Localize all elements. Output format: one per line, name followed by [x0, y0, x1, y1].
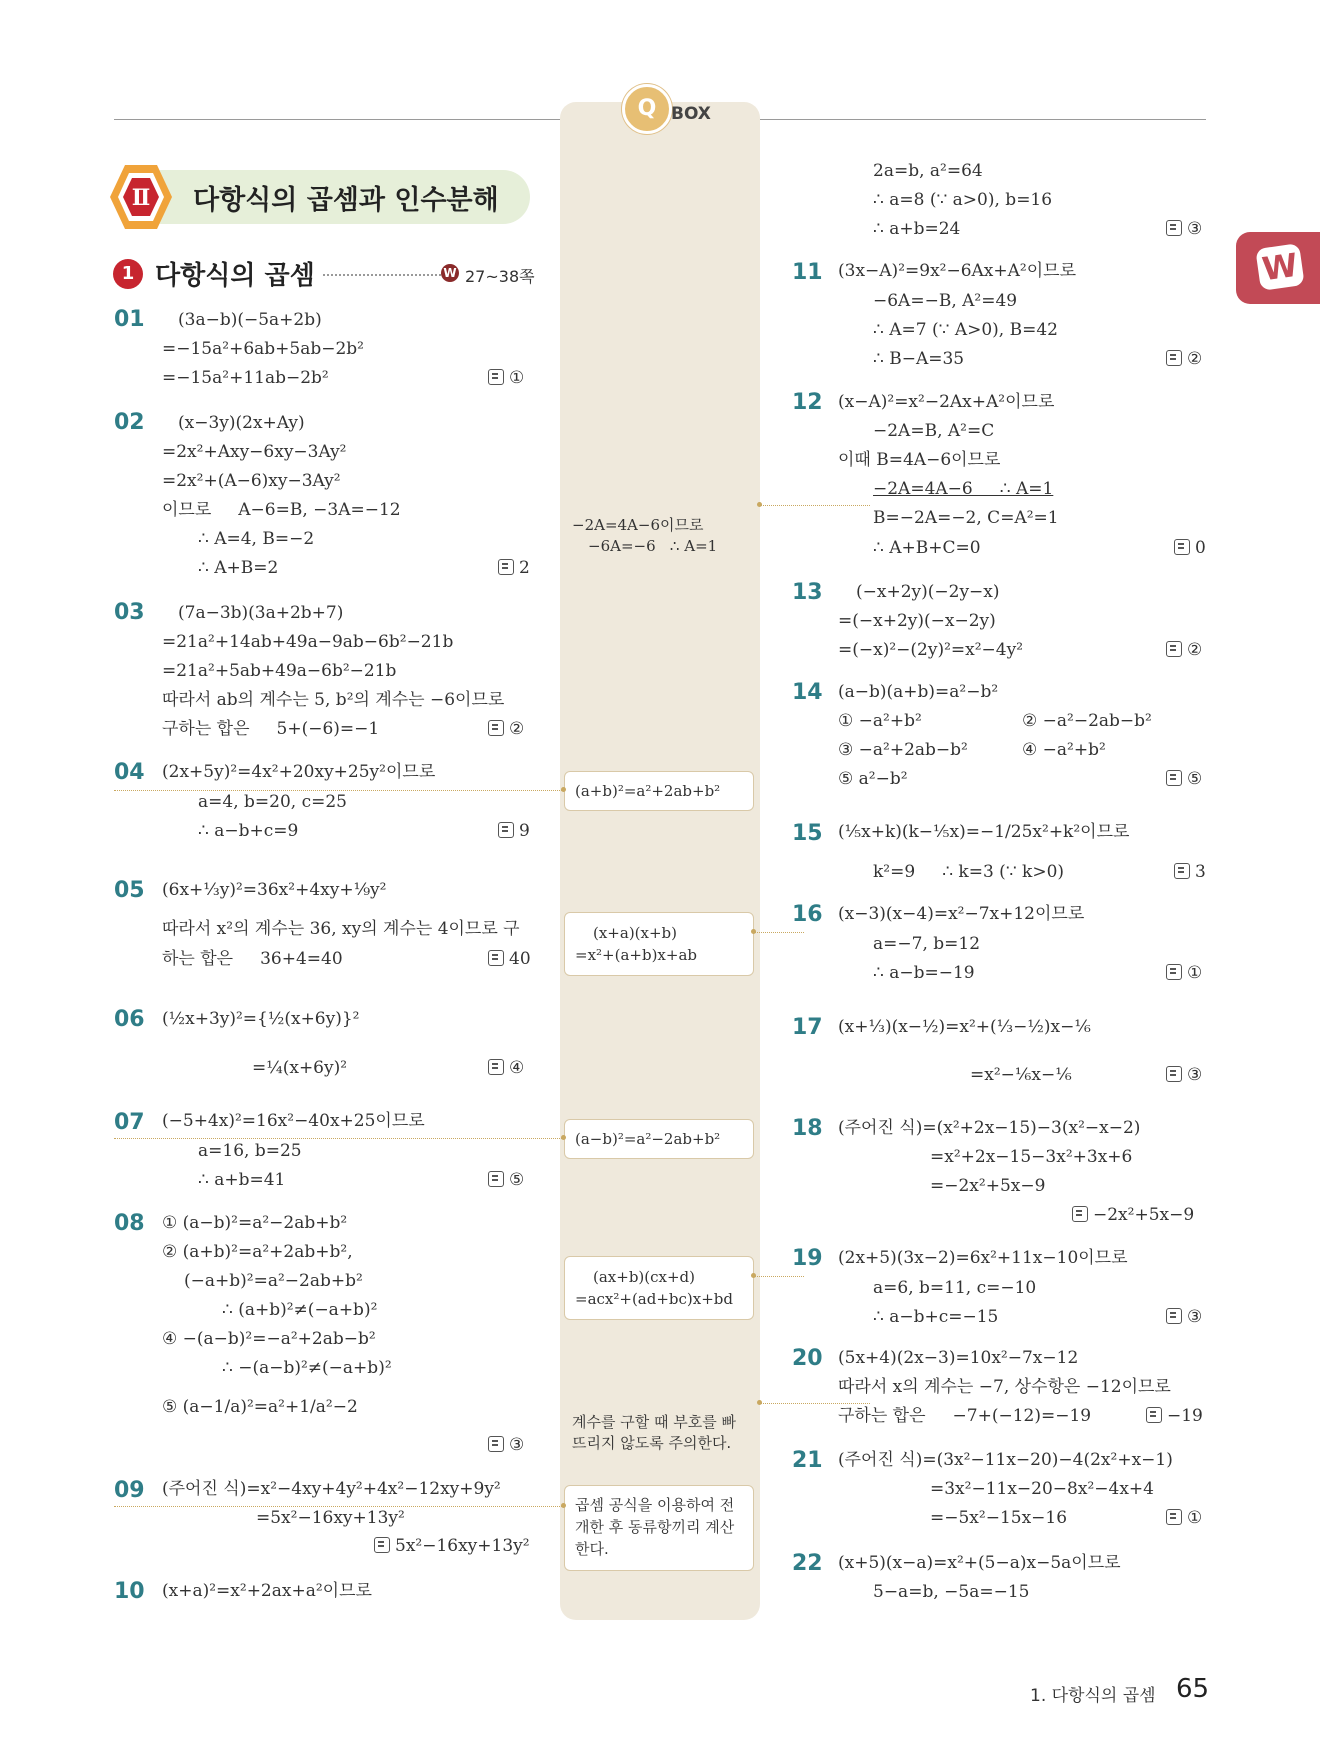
- solution-line: ∴ a=8 (∵ a>0), b=16: [873, 190, 1053, 210]
- answer-value: ⑤: [1187, 769, 1203, 789]
- problem-number: 20: [792, 1346, 823, 1371]
- connector-line: [760, 505, 870, 506]
- solution-line: (6x+⅓y)²=36x²+4xy+⅑y²: [162, 880, 387, 900]
- answer-icon: [1146, 1407, 1162, 1423]
- answer: [488, 1435, 524, 1455]
- solution-line: (a−b)(a+b)=a²−b²: [838, 682, 999, 702]
- answer: [498, 558, 530, 578]
- solution-line: ⑤ (a−1/a)²=a²+1/a²−2: [162, 1397, 358, 1417]
- solution-line: (½x+3y)²={½(x+6y)}²: [162, 1009, 360, 1029]
- qbox-note-box: [564, 1485, 754, 1571]
- connector-line: [760, 1403, 870, 1404]
- answer-value: −19: [1167, 1406, 1203, 1426]
- answer: [488, 1058, 524, 1078]
- solution-line: =¼(x+6y)²: [252, 1058, 348, 1078]
- problem-number: 10: [114, 1579, 145, 1604]
- problem-number: 01: [114, 307, 145, 332]
- answer-value: 40: [509, 949, 531, 969]
- answer-icon: [1166, 1509, 1182, 1525]
- answer: [1174, 862, 1206, 882]
- qbox-note-line: 개한 후 동류항끼리 계산: [575, 1518, 735, 1536]
- solution-line: ∴ a−b=−19: [873, 963, 975, 983]
- page-number: 65: [1176, 1674, 1210, 1704]
- solution-line: 구하는 합은 −7+(−12)=−19: [838, 1406, 1092, 1426]
- qbox-label: BOX: [671, 104, 711, 124]
- answer-icon: [488, 1171, 504, 1187]
- solution-line: =2x²+Axy−6xy−3Ay²: [162, 442, 347, 462]
- connector-line: [114, 1506, 564, 1507]
- solution-line: (3x−A)²=9x²−6Ax+A²이므로: [838, 261, 1076, 281]
- solution-line: (x+a)²=x²+2ax+a²이므로: [162, 1581, 372, 1601]
- solution-line: 구하는 합은 5+(−6)=−1: [162, 719, 380, 739]
- answer-value: ②: [509, 719, 525, 739]
- problem-number: 04: [114, 760, 145, 785]
- connector-dot: [561, 1135, 566, 1140]
- answer: [1166, 349, 1202, 369]
- solution-line: (x+⅓)(x−½)=x²+(⅓−½)x−⅙: [838, 1017, 1091, 1037]
- solution-line: ② (a+b)²=a²+2ab+b²,: [162, 1242, 353, 1262]
- solution-line: =−5x²−15x−16: [930, 1508, 1068, 1528]
- solution-line: =3x²−11x−20−8x²−4x+4: [930, 1479, 1154, 1499]
- answer-value: ①: [1187, 1508, 1203, 1528]
- qbox-formula-text: (a−b)²=a²−2ab+b²: [575, 1130, 721, 1148]
- solution-line: ④ −a²+b²: [1022, 740, 1106, 760]
- qbox-formula-text: (ax+b)(cx+d): [593, 1268, 696, 1286]
- qbox-note-line: −2A=4A−6이므로: [572, 516, 704, 534]
- solution-line: ∴ a−b+c=−15: [873, 1307, 999, 1327]
- answer-icon: [1174, 863, 1190, 879]
- answer-value: 2: [519, 558, 530, 578]
- connector-dot: [751, 929, 756, 934]
- solution-line: (x−3)(x−4)=x²−7x+12이므로: [838, 904, 1085, 924]
- solution-line: ② −a²−2ab−b²: [1022, 711, 1152, 731]
- problem-number: 18: [792, 1116, 823, 1141]
- solution-line: k²=9 ∴ k=3 (∵ k>0): [873, 862, 1065, 882]
- qbox-formula-text: (a+b)²=a²+2ab+b²: [575, 782, 721, 800]
- solution-line: =−15a²+6ab+5ab−2b²: [162, 339, 364, 359]
- solution-line: ⑤ a²−b²: [838, 769, 908, 789]
- answer-icon: [374, 1537, 390, 1553]
- problem-number: 02: [114, 410, 145, 435]
- header-rule-right: [760, 119, 1206, 120]
- solution-line: ∴ −(a−b)²≠(−a+b)²: [222, 1358, 392, 1378]
- answer: [488, 1170, 524, 1190]
- answer-value: ③: [1187, 1307, 1203, 1327]
- qbox-formula: [564, 1119, 754, 1159]
- answer-value: 3: [1195, 862, 1206, 882]
- solution-line: ∴ A=7 (∵ A>0), B=42: [873, 320, 1058, 340]
- solution-line: 5−a=b, −5a=−15: [873, 1582, 1030, 1602]
- answer: [1166, 1065, 1202, 1085]
- problem-number: 22: [792, 1551, 823, 1576]
- solution-line: (x+5)(x−a)=x²+(5−a)x−5a이므로: [838, 1553, 1121, 1573]
- answer-value: ⑤: [509, 1170, 525, 1190]
- answer-icon: [488, 1059, 504, 1075]
- solution-line: (x−3y)(2x+Ay): [178, 413, 305, 433]
- answer-value: ③: [509, 1435, 525, 1455]
- solution-line: a=16, b=25: [198, 1141, 302, 1161]
- problem-number: 05: [114, 878, 145, 903]
- problem-number: 09: [114, 1478, 145, 1503]
- solution-line: ∴ A=4, B=−2: [198, 529, 315, 549]
- problem-number: 07: [114, 1110, 145, 1135]
- side-tab: [1236, 232, 1320, 304]
- answer: [374, 1536, 530, 1556]
- answer-value: ③: [1187, 1065, 1203, 1085]
- qbox-formula-text: (x+a)(x+b): [593, 924, 678, 942]
- answer-icon: [488, 1436, 504, 1452]
- solution-line: (5x+4)(2x−3)=10x²−7x−12: [838, 1348, 1079, 1368]
- solution-line: 따라서 ab의 계수는 5, b²의 계수는 −6이므로: [162, 690, 505, 710]
- connector-line: [114, 1138, 564, 1139]
- solution-line: ∴ (a+b)²≠(−a+b)²: [222, 1300, 378, 1320]
- solution-line: B=−2A=−2, C=A²=1: [873, 508, 1059, 528]
- solution-line: −2A=B, A²=C: [873, 421, 995, 441]
- answer-icon: [1166, 220, 1182, 236]
- answer: [1166, 769, 1202, 789]
- answer-value: ②: [1187, 640, 1203, 660]
- solution-line: =21a²+14ab+49a−9ab−6b²−21b: [162, 632, 454, 652]
- solution-line: ∴ A+B+C=0: [873, 538, 981, 558]
- solution-line: (−a+b)²=a²−2ab+b²: [184, 1271, 363, 1291]
- answer-icon: [1166, 770, 1182, 786]
- connector-line: [754, 932, 804, 933]
- answer: [1166, 640, 1202, 660]
- problem-number: 16: [792, 902, 823, 927]
- connector-dot: [751, 1273, 756, 1278]
- problem-number: 13: [792, 580, 823, 605]
- answer-value: 0: [1195, 538, 1206, 558]
- solution-line: =2x²+(A−6)xy−3Ay²: [162, 471, 341, 491]
- connector-dot: [757, 1400, 762, 1405]
- answer: [1174, 538, 1206, 558]
- qbox-note-line: 곱셈 공식을 이용하여 전: [575, 1496, 735, 1514]
- solution-line: =5x²−16xy+13y²: [256, 1508, 405, 1528]
- answer: [1166, 219, 1202, 239]
- answer-value: ②: [1187, 349, 1203, 369]
- solution-line: =−15a²+11ab−2b²: [162, 368, 329, 388]
- solution-line: (2x+5y)²=4x²+20xy+25y²이므로: [162, 762, 436, 782]
- header-rule-left: [114, 119, 560, 120]
- connector-dot: [561, 787, 566, 792]
- solution-line: =(−x+2y)(−x−2y): [838, 611, 996, 631]
- qbox-note-line: 뜨리지 않도록 주의한다.: [572, 1434, 732, 1452]
- qbox-logo-icon: [622, 84, 672, 134]
- solution-line: (주어진 식)=(3x²−11x−20)−4(2x²+x−1): [838, 1450, 1173, 1470]
- problem-number: 14: [792, 680, 823, 705]
- connector-dot: [561, 1503, 566, 1508]
- solution-line: −2A=4A−6 ∴ A=1: [873, 479, 1054, 499]
- answer-icon: [488, 720, 504, 736]
- solution-line: =−2x²+5x−9: [930, 1176, 1046, 1196]
- solution-line: ∴ B−A=35: [873, 349, 965, 369]
- answer-icon: [498, 822, 514, 838]
- problem-number: 06: [114, 1007, 145, 1032]
- w-tab-icon: W: [1255, 243, 1304, 291]
- chapter-title: 다항식의 곱셈과 인수분해: [193, 185, 499, 216]
- section-page-range: 27~38쪽: [465, 267, 535, 286]
- section-title: 다항식의 곱셈: [155, 261, 315, 291]
- answer-value: ①: [1187, 963, 1203, 983]
- solution-line: 이므로 A−6=B, −3A=−12: [162, 500, 401, 520]
- solution-line: a=6, b=11, c=−10: [873, 1278, 1037, 1298]
- answer-icon: [1166, 1066, 1182, 1082]
- qbox-formula-text: =x²+(a+b)x+ab: [575, 946, 697, 964]
- solution-line: a=−7, b=12: [873, 934, 981, 954]
- qbox-letter: Q: [637, 96, 657, 121]
- answer-icon: [1166, 964, 1182, 980]
- qbox-note-line: 계수를 구할 때 부호를 빠: [572, 1413, 736, 1431]
- answer-value: 9: [519, 821, 530, 841]
- qbox-note: [572, 1391, 736, 1454]
- answer-icon: [488, 950, 504, 966]
- solution-line: (2x+5)(3x−2)=6x²+11x−10이므로: [838, 1248, 1128, 1268]
- section-number-badge: 1: [113, 259, 143, 289]
- solution-line: a=4, b=20, c=25: [198, 792, 347, 812]
- qbox-formula: [564, 1256, 754, 1320]
- answer-value: ④: [509, 1058, 525, 1078]
- qbox-note-line: 한다.: [575, 1540, 609, 1558]
- w-book-icon: W: [441, 264, 459, 282]
- solution-line: =(−x)²−(2y)²=x²−4y²: [838, 640, 1024, 660]
- qbox-formula: [564, 912, 754, 976]
- solution-line: −6A=−B, A²=49: [873, 291, 1018, 311]
- solution-line: (⅕x+k)(k−⅕x)=−1/25x²+k²이므로: [838, 822, 1130, 842]
- qbox-formula-text: =acx²+(ad+bc)x+bd: [575, 1290, 734, 1308]
- answer: [1146, 1406, 1203, 1426]
- qbox-formula: [564, 771, 754, 811]
- connector-dot: [757, 502, 762, 507]
- answer-icon: [1072, 1206, 1088, 1222]
- section-dotted-leader: [323, 274, 441, 276]
- solution-line: ③ −a²+2ab−b²: [838, 740, 968, 760]
- problem-number: 03: [114, 600, 145, 625]
- answer: [1166, 1307, 1202, 1327]
- solution-line: ∴ a−b+c=9: [198, 821, 299, 841]
- connector-line: [114, 790, 564, 791]
- chapter-hexagon-icon: [108, 162, 174, 232]
- solution-line: ∴ A+B=2: [198, 558, 279, 578]
- problem-number: 11: [792, 260, 823, 285]
- solution-line: 이때 B=4A−6이므로: [838, 450, 1001, 470]
- solution-line: 따라서 x의 계수는 −7, 상수항은 −12이므로: [838, 1377, 1171, 1397]
- problem-number: 17: [792, 1015, 823, 1040]
- answer-icon: [1166, 350, 1182, 366]
- problem-number: 15: [792, 821, 823, 846]
- solution-line: 2a=b, a²=64: [873, 161, 983, 181]
- solution-line: 따라서 x²의 계수는 36, xy의 계수는 4이므로 구: [162, 919, 520, 939]
- solution-line: (x−A)²=x²−2Ax+A²이므로: [838, 392, 1055, 412]
- answer-icon: [1166, 1308, 1182, 1324]
- problem-number: 08: [114, 1211, 145, 1236]
- solution-line: =x²+2x−15−3x²+3x+6: [930, 1147, 1133, 1167]
- answer: [488, 949, 531, 969]
- answer: [1166, 963, 1202, 983]
- chapter-numeral: Ⅱ: [131, 185, 151, 211]
- footer-section: 1. 다항식의 곱셈: [1030, 1686, 1156, 1706]
- solution-line: ① (a−b)²=a²−2ab+b²: [162, 1213, 348, 1233]
- answer-value: −2x²+5x−9: [1093, 1205, 1195, 1225]
- solution-line: ∴ a+b=41: [198, 1170, 286, 1190]
- answer-value: 5x²−16xy+13y²: [395, 1536, 530, 1556]
- problem-number: 12: [792, 390, 823, 415]
- solution-line: (주어진 식)=(x²+2x−15)−3(x²−x−2): [838, 1118, 1141, 1138]
- answer: [488, 719, 524, 739]
- solution-line: (−5+4x)²=16x²−40x+25이므로: [162, 1111, 425, 1131]
- answer: [1166, 1508, 1202, 1528]
- answer: [498, 821, 530, 841]
- solution-line: 하는 합은 36+4=40: [162, 949, 343, 969]
- answer-icon: [488, 369, 504, 385]
- problem-number: 21: [792, 1448, 823, 1473]
- solution-line: ④ −(a−b)²=−a²+2ab−b²: [162, 1329, 376, 1349]
- solution-line: (주어진 식)=x²−4xy+4y²+4x²−12xy+9y²: [162, 1479, 501, 1499]
- solution-line: =21a²+5ab+49a−6b²−21b: [162, 661, 397, 681]
- problem-number: 19: [792, 1246, 823, 1271]
- solution-line: (7a−3b)(3a+2b+7): [178, 603, 344, 623]
- answer: [1072, 1205, 1194, 1225]
- answer: [488, 368, 524, 388]
- solution-line: (−x+2y)(−2y−x): [856, 582, 1000, 602]
- answer-icon: [1174, 539, 1190, 555]
- answer-value: ③: [1187, 219, 1203, 239]
- qbox-note-line: −6A=−6 ∴ A=1: [588, 537, 718, 555]
- answer-icon: [1166, 641, 1182, 657]
- answer-icon: [498, 559, 514, 575]
- connector-line: [754, 1276, 804, 1277]
- solution-line: =x²−⅙x−⅙: [970, 1065, 1072, 1085]
- solution-line: ① −a²+b²: [838, 711, 922, 731]
- qbox-note: [572, 494, 717, 557]
- solution-line: (3a−b)(−5a+2b): [178, 310, 322, 330]
- answer-value: ①: [509, 368, 525, 388]
- solution-line: ∴ a+b=24: [873, 219, 961, 239]
